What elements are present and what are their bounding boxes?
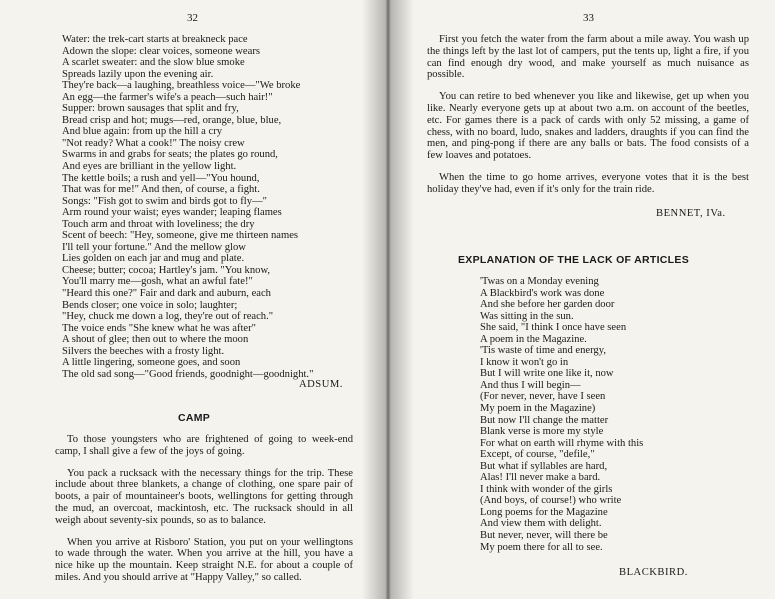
poem-line: Long poems for the Magazine [480, 506, 608, 518]
book-gutter [362, 0, 414, 599]
poem-line: I know it won't go in [480, 356, 569, 368]
poem-stanza [480, 345, 643, 414]
poem-line: Scent of beech: "Hey, someone, give me thirteen names [62, 230, 299, 242]
paragraph: When the time to go home arrives, everyone votes that it is the best holiday they've had, even if it's only for the train ride. [427, 171, 749, 195]
poem-line: Lies golden on each jar and mug and plate. [62, 253, 245, 265]
camp-article-part-1 [55, 434, 353, 594]
camp-heading: CAMP [178, 412, 211, 424]
poem-line: And eyes are brilliant in the yellow light. [62, 161, 237, 173]
paragraph: To those youngsters who are frightened of going to week-end camp, I shall give a few of the joys of going. [55, 434, 353, 457]
paragraph: You can retire to bed whenever you like and likewise, get up when you like. Nearly everyone gets up at about two a.m. on account of the beetles, etc. For games there is a pack of cards with only 52 missing, a game of chess, with no board, ludo, snakes and ladders, draughts if you can find the men, and ping-pong if there are any balls or bats. The food consists of a few loaves and potatoes. [427, 91, 749, 162]
poem-line: My poem in the Magazine) [480, 403, 596, 415]
poem-line: The kettle boils; a rush and yell—"You hound, [62, 172, 260, 184]
poem-line: A scarlet sweater: and the slow blue smoke [62, 57, 245, 69]
poem-line: A shout of glee; then out to where the moon [62, 334, 249, 346]
poem-line: Cheese; butter; cocoa; Hartley's jam. "You know, [62, 264, 271, 276]
poem-line: Was sitting in the sun. [480, 310, 574, 322]
poem-line: Adown the slope: clear voices, someone wears [62, 45, 260, 57]
poem-stanza [480, 415, 643, 484]
poem-line: And she before her garden door [480, 299, 615, 311]
poem-line: (And boys, of course!) who write [480, 495, 622, 507]
poem-line: Blank verse is more my style [480, 426, 604, 438]
poem-line: "Not ready? What a cook!" The noisy crew [62, 137, 245, 149]
poem-line: An egg—the farmer's wife's a peach—such hair!" [62, 91, 273, 103]
poem-stanza [480, 484, 643, 553]
page-number: 33 [583, 12, 594, 24]
poem-line: Songs: "Fish got to swim and birds got to fly—" [62, 195, 267, 207]
poem-line: "Hey, chuck me down a log, they're out of reach." [62, 311, 274, 323]
poem-line: They're back—a laughing, breathless voice—"We broke [62, 80, 301, 92]
poem-line: Spreads lazily upon the evening air. [62, 68, 214, 80]
poem-line: (For never, never, have I seen [480, 391, 606, 403]
poem-line: A little lingering, someone goes, and soon [62, 357, 241, 369]
poem-line: I think with wonder of the girls [480, 483, 613, 495]
poem-line: Touch arm and throat with loveliness; the dry [62, 218, 255, 230]
poem-line: The voice ends "She knew what he was after" [62, 322, 256, 334]
poem-line: I'll tell your fortune." And the mellow glow [62, 241, 246, 253]
poem-line: You'll marry me—gosh, what an awful fate!" [62, 276, 253, 288]
poem-line: But what if syllables are hard, [480, 460, 608, 472]
poem-line: The old sad song—"Good friends, goodnight—goodnight." [62, 368, 314, 380]
camp-article-part-2 [427, 34, 749, 206]
poem-line: Except, of course, "defile," [480, 449, 595, 461]
page-number: 32 [187, 12, 198, 24]
poem-line: A Blackbird's work was done [480, 287, 605, 299]
poem-line: That was for me!" And then, of course, a fight. [62, 184, 260, 196]
blackbird-poem [480, 276, 643, 553]
poem-line: Water: the trek-cart starts at breakneck pace [62, 34, 248, 45]
poem-line: 'Twas on a Monday evening [480, 276, 599, 287]
poem-line: Supper: brown sausages that split and fry, [62, 103, 239, 115]
poem-signature: ADSUM. [299, 379, 343, 390]
paragraph: When you arrive at Risboro' Station, you put on your wellingtons to wade through the water. When you arrive at the hill, you have a nice hike up the mountain. Keep straight N.E. for about a couple of miles. And you should arrive at "Happy Valley," so called. [55, 536, 353, 583]
right-page [388, 0, 775, 599]
poem-line: My poem there for all to see. [480, 541, 603, 553]
poem-line: And thus I will begin— [480, 379, 581, 391]
poem-line: Bends closer; one voice in solo; laughter; [62, 299, 238, 311]
poem-line: For what on earth will rhyme with this [480, 437, 644, 449]
poem-signature: BLACKBIRD. [619, 567, 688, 578]
poem-line: But never, never, will there be [480, 530, 608, 542]
poem-line: A poem in the Magazine. [480, 333, 587, 345]
poem-line: But now I'll change the matter [480, 414, 609, 426]
poem-line: Arm round your waist; eyes wander; leaping flames [62, 207, 282, 219]
poem-line: And view them with delight. [480, 518, 602, 530]
poem-stanza [480, 276, 643, 345]
poem-line: Swarms in and grabs for seats; the plates go round, [62, 149, 278, 161]
poem-line: "Heard this one?" Fair and dark and auburn, each [62, 288, 271, 300]
poem-line: Silvers the beeches with a frosty light. [62, 345, 225, 357]
poem-line: But I will write one like it, now [480, 368, 614, 380]
camp-signature: BENNET, IVa. [656, 208, 726, 219]
paragraph: First you fetch the water from the farm about a mile away. You wash up the things left by the last lot of campers, put the tents up, light a fire, if you can find enough dry wood, and make yourself as much nuisance as possible. [427, 34, 749, 81]
poem-line: Alas! I'll never make a bard. [480, 472, 601, 484]
poem-line: 'Tis waste of time and energy, [480, 345, 606, 357]
paragraph: You pack a rucksack with the necessary things for the trip. These include about three blankets, a change of clothing, one spare pair of boots, a pair of mountaineer's boots, wellingtons for getting through the mud, an overcoat, mackintosh, etc. The rucksack should in all weigh about seventy-six pounds, so as to balance. [55, 467, 353, 526]
poem-line: And blue again: from up the hill a cry [62, 126, 223, 138]
poem-line: Bread crisp and hot; mugs—red, orange, blue, blue, [62, 114, 282, 126]
poem-line: She said, "I think I once have seen [480, 322, 627, 334]
evening-poem [62, 34, 313, 380]
explanation-heading: EXPLANATION OF THE LACK OF ARTICLES [458, 254, 689, 266]
